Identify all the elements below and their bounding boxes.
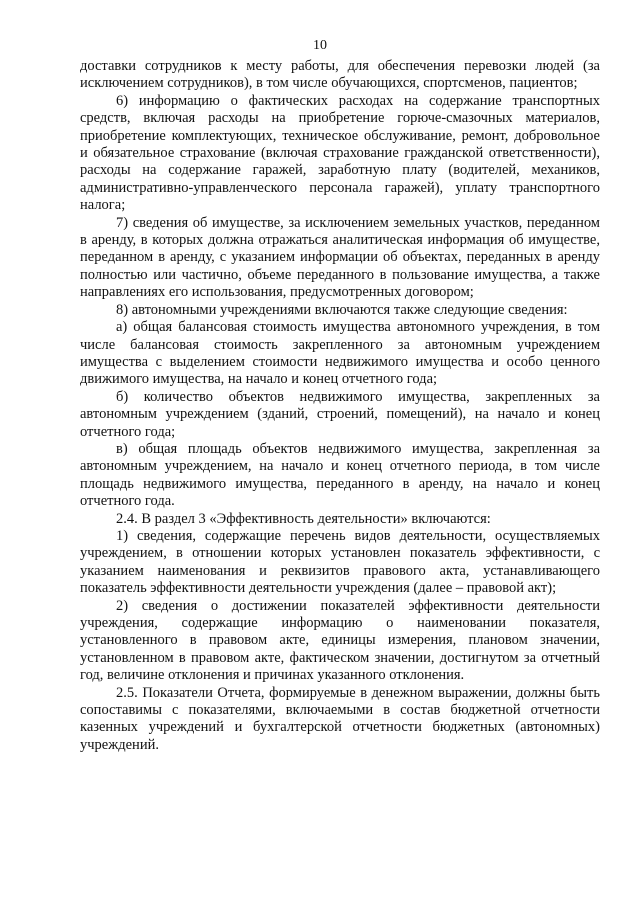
paragraph: 2.4. В раздел 3 «Эффективность деятельности» включаются: [116, 510, 491, 527]
paragraph: 6) информацию о фактических расходах на содержание транспортных средств, включая расходы на приобретение горюче-смазочных материалов, приобретение комплектующих, техническое обслуживание, ремонт, добровольное и обязательное страхование (включая страхование гражданской ответственности), расходы на содержание гаражей, заработную плату (водителей, механиков, административно-управленческого персонала гаражей), уплату транспортного налога; [80, 92, 600, 214]
paragraph: а) общая балансовая стоимость имущества автономного учреждения, в том числе балансовая стоимость закрепленного за автономным учреждением имущества с выделением стоимости недвижимого имущества и особо ценного движимого имущества, на начало и конец отчетного года; [80, 319, 600, 388]
paragraph: 2.5. Показатели Отчета, формируемые в денежном выражении, должны быть сопоставимы с показателями, включаемыми в состав бюджетной отчетности казенных учреждений и бухгалтерской отчетности бюджетных (автономных) учреждений. [80, 684, 600, 753]
page-number: 10 [313, 38, 327, 53]
paragraph: 1) сведения, содержащие перечень видов деятельности, осуществляемых учреждением, в отношении которых установлен показатель эффективности, с указанием наименования и реквизитов правового акта, устанавливающего показатель эффективности деятельности учреждения (далее – правовой акт); [80, 527, 600, 597]
paragraph: 7) сведения об имуществе, за исключением земельных участков, переданном в аренду, в которых должна отражаться аналитическая информация об имуществе, переданном в аренду, с указанием информации об объектах, переданных в аренду полностью или частично, объеме переданного в пользование имущества, а также направлениях его использования, предусмотренных договором; [80, 214, 600, 301]
paragraph: доставки сотрудников к месту работы, для обеспечения перевозки людей (за исключением сотрудников), в том числе обучающихся, спортсменов, пациентов; [80, 58, 600, 92]
document-body [80, 58, 600, 754]
paragraph: б) количество объектов недвижимого имущества, закрепленных за автономным учреждением (зданий, строений, помещений), на начало и конец отчетного года; [80, 388, 600, 440]
paragraph: в) общая площадь объектов недвижимого имущества, закрепленная за автономным учреждением, на начало и конец отчетного периода, в том числе площадь недвижимого имущества, переданного в аренду, на начало и конец отчетного года. [80, 440, 600, 510]
paragraph: 2) сведения о достижении показателей эффективности деятельности учреждения, содержащие информацию о наименовании показателя, установленного в правовом акте, единицы измерения, плановом значении, установленном в правовом акте, фактическом значении, достигнутом за отчетный год, величине отклонения и причинах указанного отклонения. [80, 597, 600, 684]
paragraph: 8) автономными учреждениями включаются также следующие сведения: [116, 301, 568, 318]
